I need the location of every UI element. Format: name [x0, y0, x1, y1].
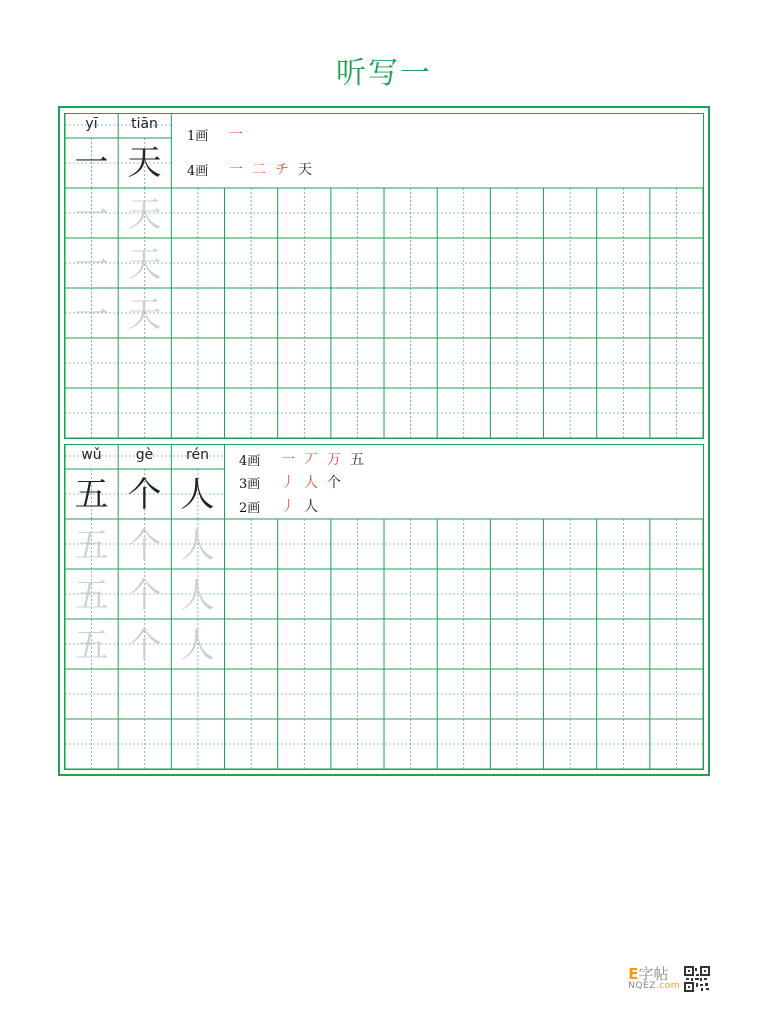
brand-name: 字帖: [638, 965, 669, 983]
stroke-step: 丆: [304, 452, 319, 468]
stroke-order-ren: [239, 496, 327, 516]
trace-char-tian: 天: [127, 295, 162, 335]
stroke-step: 人: [304, 475, 319, 491]
brand-e: E: [628, 965, 639, 983]
trace-char-ge: 个: [127, 626, 162, 666]
brand-footer: [628, 966, 710, 992]
trace-char-wu: 五: [74, 576, 109, 616]
trace-char-wu: 五: [74, 626, 109, 666]
page-title: 听写一: [336, 56, 432, 91]
pinyin-tian: tiān: [131, 116, 158, 132]
brand-site: NQEZ: [628, 981, 656, 991]
stroke-step: 人: [304, 499, 319, 515]
stroke-step: 一: [229, 127, 244, 143]
pinyin-ge: gè: [135, 447, 154, 463]
stroke-step: 个: [327, 475, 342, 491]
trace-char-yi: 一: [74, 295, 109, 335]
trace-char-ren: 人: [180, 576, 215, 616]
trace-char-ren: 人: [180, 526, 215, 566]
brand-logo: [628, 967, 680, 991]
brand-site-suffix: .com: [655, 981, 680, 991]
stroke-step: 万: [327, 452, 342, 468]
pinyin-ren: rén: [186, 447, 209, 463]
stroke-count-label: 1画: [187, 128, 209, 144]
stroke-order-yi: [187, 124, 252, 144]
stroke-order-ge: [239, 472, 350, 492]
stroke-count-label: 2画: [239, 500, 261, 516]
stroke-count-label: 4画: [187, 163, 209, 179]
stroke-step: 丿: [281, 475, 296, 491]
pinyin-wu: wǔ: [81, 447, 102, 463]
stroke-step: 一: [281, 452, 296, 468]
char-tian: 天: [127, 143, 162, 183]
trace-char-ge: 个: [127, 576, 162, 616]
trace-char-ge: 个: [127, 526, 162, 566]
trace-char-wu: 五: [74, 526, 109, 566]
stroke-count-label: 3画: [239, 476, 261, 492]
stroke-step: 丿: [281, 499, 296, 515]
char-yi: 一: [74, 143, 109, 183]
practice-section-2: [64, 444, 704, 770]
stroke-order-wu: [239, 449, 373, 469]
trace-char-tian: 天: [127, 245, 162, 285]
trace-char-tian: 天: [127, 195, 162, 235]
pinyin-yi: yī: [85, 116, 98, 132]
char-ren: 人: [180, 475, 215, 515]
trace-char-yi: 一: [74, 195, 109, 235]
char-ge: 个: [127, 475, 162, 515]
trace-char-yi: 一: [74, 245, 109, 285]
qr-code-icon: [684, 966, 710, 992]
stroke-order-tian: [187, 159, 321, 179]
stroke-step: チ: [275, 162, 290, 178]
trace-char-ren: 人: [180, 626, 215, 666]
stroke-step: 五: [350, 452, 365, 468]
stroke-step: 二: [252, 162, 267, 178]
char-wu: 五: [74, 475, 109, 515]
stroke-step: 一: [229, 162, 244, 178]
stroke-step: 天: [298, 162, 313, 178]
stroke-count-label: 4画: [239, 453, 261, 469]
practice-section-1: [64, 113, 704, 439]
